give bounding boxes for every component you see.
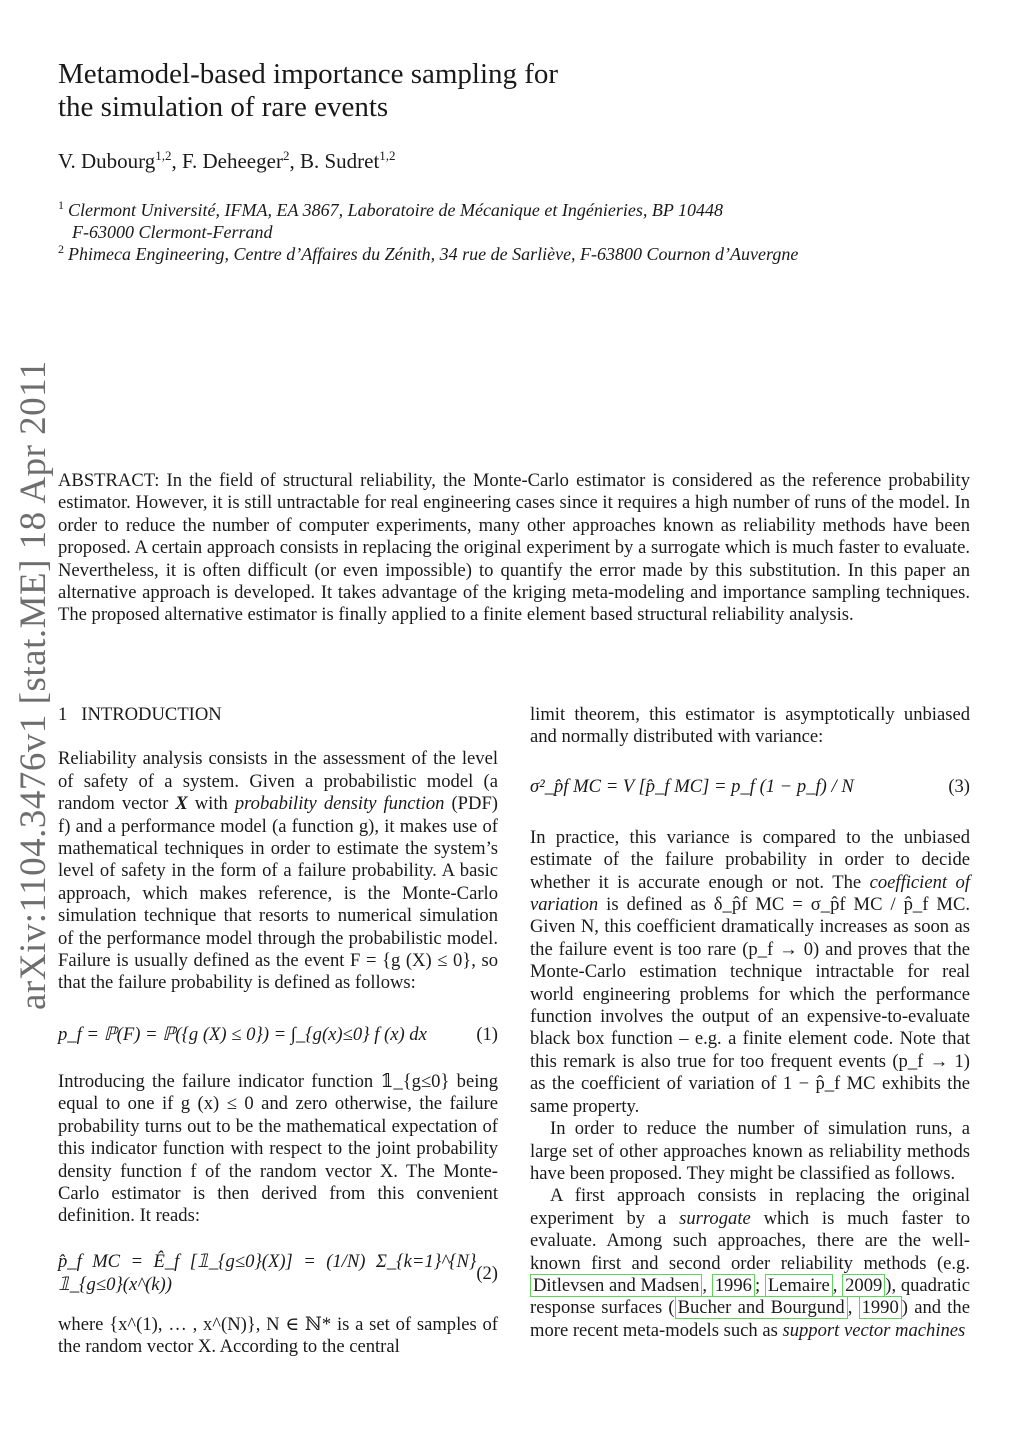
abstract: ABSTRACT: In the field of structural reliability, the Monte-Carlo estimator is considered as the reference probability estimator. However, it is still untractable for real engineering cases since it requires a high number of runs of the model. In order to reduce the number of computer experiments, many other approaches known as reliability methods have been proposed. A certain approach consists in replacing the original experiment by a surrogate which is much faster to evaluate. Nevertheless, it is often difficult (or even impossible) to quantify the error made by this substitution. In this paper an alternative approach is developed. It takes advantage of the kriging meta-modeling and importance sampling techniques. The proposed alternative estimator is finally applied to a finite element based structural reliability analysis. (58, 470, 970, 626)
author-affil-sup: 2 (282, 148, 290, 163)
citation-link[interactable]: Lemaire (765, 1274, 833, 1297)
author-name: V. Dubourg (58, 149, 156, 173)
right-paragraph-1: limit theorem, this estimator is asymptotically unbiased and normally distributed with variance: (530, 704, 970, 748)
citation-link[interactable]: 1996 (712, 1274, 755, 1297)
right-paragraph-3: In order to reduce the number of simulation runs, a large set of other approaches known as reliability methods have been proposed. They might be classified as follows. (530, 1118, 970, 1184)
right-paragraph-4: A first approach consists in replacing the original experiment by a surrogate which is much faster to evaluate. Among such approaches, there are the well-known first and second order reliability methods (e.g. Ditlevsen and Madsen , 1996 ; Lemaire , 2009 ), quadratic response surfaces ( Bucher and Bourgund , 1990 ) and the more recent meta-models such as support vector machines (530, 1185, 971, 1341)
arxiv-watermark: arXiv:1104.3476v1 [stat.ME] 18 Apr 2011 (13, 360, 54, 1010)
section-heading: 1 INTRODUCTION (58, 704, 222, 725)
left-column (58, 704, 498, 1359)
equation-3: σ²_p̂f MC = V [p̂_f MC] = p_f (1 − p_f) / N (3) (530, 775, 970, 797)
right-column (530, 704, 970, 1342)
author-affil-sup: 1,2 (379, 148, 396, 163)
equation-1: p_f = ℙ(F) = ℙ({g (X) ≤ 0}) = ∫_{g(x)≤0} f (x) dx (1) (58, 1023, 498, 1045)
author-name: B. Sudret (299, 149, 380, 173)
intro-paragraph-1: Reliability analysis consists in the assessment of the level of safety of a system. Given a probabilistic model (a random vector X with probability density function (PDF) f) and a performance model (a function g), it makes use of mathematical techniques in order to estimate the system’s level of safety in the form of a failure probability. A basic approach, which makes reference, is the Monte-Carlo simulation technique that resorts to numerical simulation of the performance model through the probabilistic model. Failure is usually defined as the event F = {g (X) ≤ 0}, so that the failure probability is defined as follows: (58, 748, 498, 994)
intro-paragraph-3: where {x^(1), … , x^(N)}, N ∈ ℕ* is a set of samples of the random vector X. According to the central (58, 1313, 498, 1358)
affiliation-1: $^1$ Clermont Université, IFMA, EA 3867, Laboratoire de Mécanique et Ingénieries, BP 10448 F-63000 Clermont-Ferrand (58, 198, 724, 242)
author-affil-sup: 1,2 (155, 148, 172, 163)
author-name: F. Deheeger (182, 149, 283, 173)
citation-link[interactable]: 1990 (859, 1296, 902, 1319)
title-line-2: the simulation of rare events (58, 91, 389, 123)
author-list: V. Dubourg$^{1,2}$, F. Deheeger$^2$, B. Sudret$^{1,2}$ (58, 148, 396, 173)
citation-link[interactable]: 2009 (842, 1274, 885, 1297)
intro-paragraph-2: Introducing the failure indicator function 𝟙_{g≤0} being equal to one if g (x) ≤ 0 and zero otherwise, the failure probability turns out to be the mathematical expectation of this indicator function with respect to the joint probability density function f of the random vector X. The Monte-Carlo estimator is then derived from this convenient definition. It reads: (58, 1070, 498, 1227)
affiliation-2: $^2$ Phimeca Engineering, Centre d’Affaires du Zénith, 34 rue de Sarliève, F-63800 Cournon d’Auvergne (58, 242, 799, 264)
citation-link[interactable]: Ditlevsen and Madsen (530, 1274, 702, 1297)
right-paragraph-2: In practice, this variance is compared to the unbiased estimate of the failure probability in order to decide whether it is accurate enough or not. The coefficient of variation is defined as δ_p̂f MC = σ_p̂f MC / p̂_f MC. Given N, this coefficient dramatically increases as soon as the failure event is too rare (p_f → 0) and proves that the Monte-Carlo estimation technique intractable for real world engineering problems for which the performance function involves the output of an expensive-to-evaluate black box function – e.g. a finite element code. Note that this remark is also true for too frequent events (p_f → 1) as the coefficient of variation of 1 − p̂_f MC exhibits the same property. (530, 826, 971, 1117)
title-line-1: Metamodel-based importance sampling for (58, 58, 559, 90)
paper-title (58, 58, 758, 124)
equation-2: p̂_f MC = Ê_f [𝟙_{g≤0}(X)] = (1/N) Σ_{k=1}^{N} 𝟙_{g≤0}(x^(k)) (2) (58, 1251, 498, 1295)
citation-link[interactable]: Bucher and Bourgund (675, 1296, 848, 1319)
